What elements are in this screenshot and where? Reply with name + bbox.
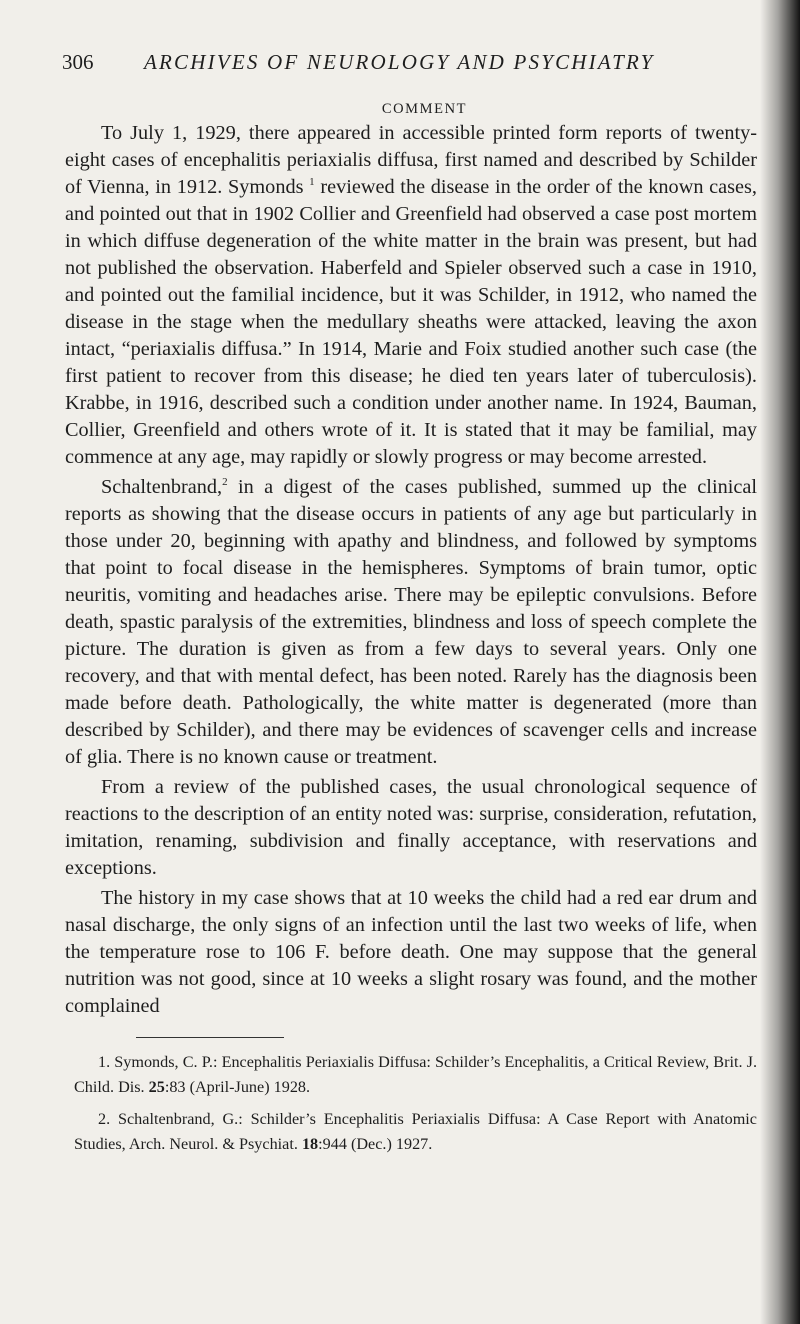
- footnote-1-text: 1. Symonds, C. P.: Encephalitis Periaxialis Diffusa: Schilder’s Encephalitis, a Critical Review, Brit. J. Child. Dis.: [74, 1053, 757, 1096]
- article-body: [62, 120, 757, 1020]
- footnote-2: [74, 1107, 757, 1157]
- footnotes: [62, 1050, 757, 1157]
- paragraph-1-text-b: reviewed the disease in the order of the known cases, and pointed out that in 1902 Collier and Greenfield had observed a case post mortem in which diffuse degeneration of the white matter in the brain was present, but had not published the observation. Haberfeld and Spieler observed such a case in 1910, and pointed out the familial incidence, but it was Schilder, in 1912, who named the disease in the stage when the medullary sheaths were attacked, leaving the axon intact, “periaxialis diffusa.” In 1914, Marie and Foix studied another such case (the first patient to recover from this disease; he died ten years later of tuberculosis). Krabbe, in 1916, described such a condition under another name. In 1924, Bauman, Collier, Greenfield and others wrote of it. It is stated that it may be familial, may commence at any age, may rapidly or slowly progress or may become arrested.: [65, 176, 757, 468]
- footnote-ref-1: 1: [309, 176, 315, 189]
- footnote-2-pages: :944 (Dec.) 1927.: [318, 1135, 433, 1153]
- journal-page: [62, 50, 757, 1164]
- footnote-2-text: 2. Schaltenbrand, G.: Schilder’s Encephalitis Periaxialis Diffusa: A Case Report with Anatomic Studies, Arch. Neurol. & Psychiat.: [74, 1110, 757, 1153]
- section-title: COMMENT: [381, 101, 468, 117]
- footnote-1-pages: :83 (April-June) 1928.: [164, 1078, 311, 1096]
- journal-title: ARCHIVES OF NEUROLOGY AND PSYCHIATRY: [144, 50, 655, 74]
- paragraph-2-text-b: in a digest of the cases published, summed up the clinical reports as showing that the disease occurs in patients of any age but particularly in those under 20, beginning with apathy and blindness, and followed by symptoms that point to focal disease in the hemispheres. Symptoms of brain tumor, optic neuritis, vomiting and headaches arise. There may be epileptic convulsions. Before death, spastic paralysis of the extremities, blindness and loss of speech complete the picture. The duration is given as from a few days to several years. Only one recovery, and that with mental defect, has been noted. Rarely has the diagnosis been made before death. Pathologically, the white matter is degenerated (more than described by Schilder), and there may be evidences of scavenger cells and increase of glia. There is no known cause or treatment.: [65, 476, 757, 768]
- page-number: 306: [62, 50, 94, 74]
- paragraph-1-text-a: To July 1, 1929, there appeared in accessible printed form reports of twenty-eight cases of encephalitis periaxialis diffusa, first named and described by Schilder of Vienna, in 1912. Symonds: [65, 122, 757, 198]
- footnote-1-volume: 25: [148, 1078, 165, 1096]
- paragraph-2: [65, 474, 757, 771]
- paragraph-4: The history in my case shows that at 10 weeks the child had a red ear drum and nasal discharge, the only signs of an infection until the last two weeks of life, when the temperature rose to 106 F. before death. One may suppose that the general nutrition was not good, since at 10 weeks a slight rosary was found, and the mother complained: [65, 887, 757, 1017]
- paragraph-2-text-a: Schaltenbrand,: [101, 476, 223, 498]
- running-head: [62, 50, 757, 84]
- page-edge-shadow: [760, 0, 800, 1324]
- footnote-2-volume: 18: [301, 1135, 319, 1153]
- paragraph-1: [65, 120, 757, 471]
- footnote-rule: [136, 1037, 284, 1038]
- footnote-1: [74, 1050, 757, 1100]
- paragraph-3: From a review of the published cases, the usual chronological sequence of reactions to the description of an entity noted was: surprise, consideration, refutation, imitation, renaming, subdivision and finally acceptance, with reservations and exceptions.: [65, 776, 757, 879]
- footnote-ref-2: 2: [222, 476, 228, 489]
